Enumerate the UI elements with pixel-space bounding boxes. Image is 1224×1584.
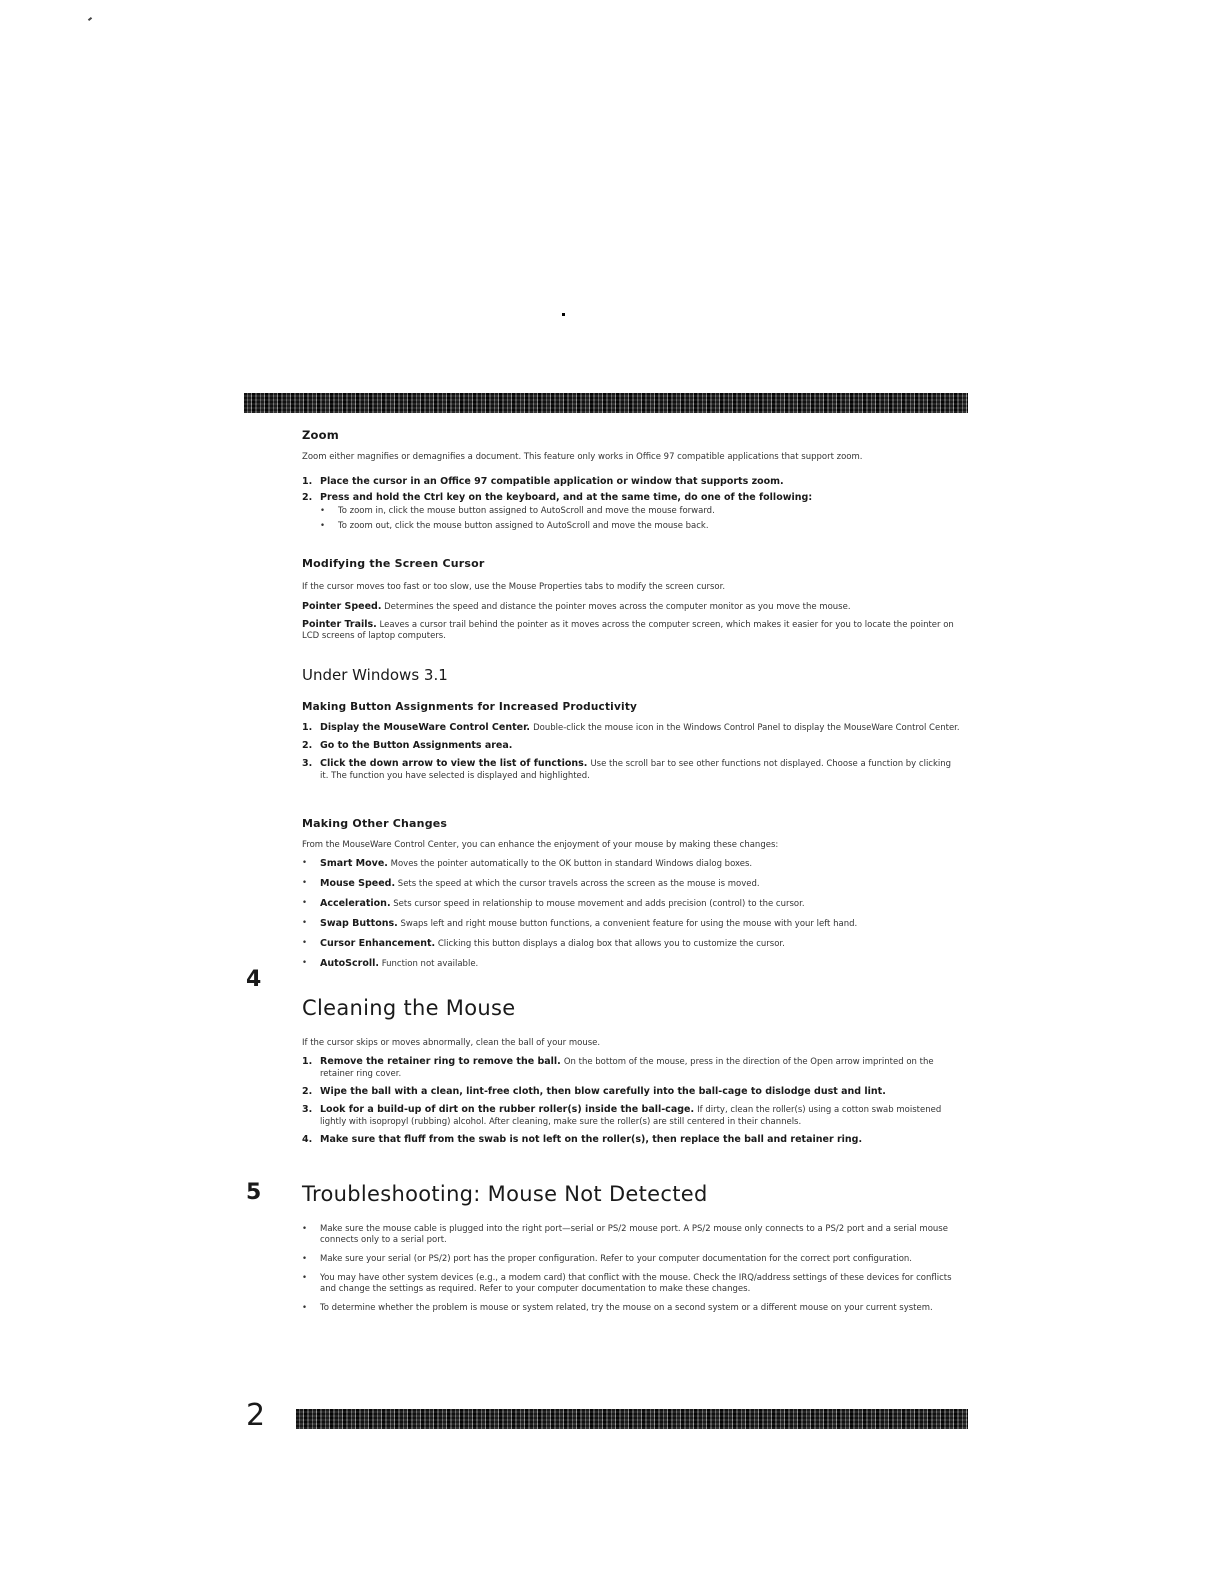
list-item: • Smart Move. Moves the pointer automatically to the OK button in standard Windows dialog boxes. [302, 858, 753, 869]
zoom-step: 1. Place the cursor in an Office 97 compatible application or window that supports zoom. [302, 476, 784, 487]
cursor-heading: Modifying the Screen Cursor [302, 557, 485, 570]
list-item: • AutoScroll. Function not available. [302, 958, 479, 969]
zoom-intro: Zoom either magnifies or demagnifies a document. This feature only works in Office 97 compatible applications that support zoom. [302, 452, 863, 462]
scan-speck [88, 17, 92, 21]
pointer-speed: Pointer Speed. Determines the speed and distance the pointer moves across the computer monitor as you move the mouse. [302, 601, 851, 612]
cleaning-steps [302, 1056, 964, 1146]
other-changes-list [302, 858, 962, 970]
bullet-icon: • [302, 1303, 308, 1313]
bullet-icon: • [302, 1254, 308, 1264]
bullet-icon: • [302, 918, 308, 928]
bullet-icon: • [302, 958, 308, 968]
list-item: • You may have other system devices (e.g., a modem card) that conflict with the mouse. Check the IRQ/address settings of these devices for conflicts and change the settings as required. Refer to your computer documentation to make these changes. [302, 1273, 952, 1294]
cleaning-step: 2. Wipe the ball with a clean, lint-free cloth, then blow carefully into the ball-cage to dislodge dust and lint. [302, 1086, 886, 1097]
cleaning-step: 3. Look for a build-up of dirt on the rubber roller(s) inside the ball-cage. If dirty, clean the roller(s) using a cotton swab moistened lightly with isopropyl (rubbing) alcohol. After cleaning, make sure the roller(s) are still centered in their channels. [302, 1104, 942, 1127]
button-step: 1. Display the MouseWare Control Center. Double-click the mouse icon in the Windows Control Panel to display the MouseWare Control Center. [302, 722, 960, 733]
bullet-icon: • [302, 898, 308, 908]
troubleshooting-list [302, 1224, 964, 1314]
chapter-number-troubleshooting: 5 [246, 1180, 262, 1205]
list-item: • Make sure your serial (or PS/2) port has the proper configuration. Refer to your computer documentation for the correct port configuration. [302, 1254, 912, 1264]
page-number: 2 [246, 1398, 266, 1433]
bullet-icon: • [302, 858, 308, 868]
zoom-steps [302, 476, 962, 532]
list-item: • Cursor Enhancement. Clicking this button displays a dialog box that allows you to customize the cursor. [302, 938, 785, 949]
scan-speck [562, 313, 565, 316]
cursor-intro: If the cursor moves too fast or too slow, use the Mouse Properties tabs to modify the screen cursor. [302, 582, 726, 592]
zoom-step: 2. Press and hold the Ctrl key on the keyboard, and at the same time, do one of the following: [302, 492, 813, 503]
list-item: • Mouse Speed. Sets the speed at which the cursor travels across the screen as the mouse is moved. [302, 878, 760, 889]
bullet-icon: • [320, 521, 326, 531]
bullet-icon: • [302, 1273, 308, 1283]
other-changes-heading: Making Other Changes [302, 817, 448, 830]
list-item: • Acceleration. Sets cursor speed in relationship to mouse movement and adds precision (control) to the cursor. [302, 898, 805, 909]
button-step: 2. Go to the Button Assignments area. [302, 740, 513, 751]
bullet-icon: • [320, 506, 326, 516]
bullet-icon: • [302, 878, 308, 888]
list-item: • Swap Buttons. Swaps left and right mouse button functions, a convenient feature for using the mouse with your left hand. [302, 918, 858, 929]
bullet-icon: • [302, 1224, 308, 1234]
other-changes-intro: From the MouseWare Control Center, you can enhance the enjoyment of your mouse by making these changes: [302, 840, 779, 850]
chapter-number-cleaning: 4 [246, 967, 262, 992]
list-item: • To determine whether the problem is mouse or system related, try the mouse on a second system or a different mouse on your current system. [302, 1303, 933, 1313]
button-assignments-steps [302, 722, 962, 782]
cleaning-intro: If the cursor skips or moves abnormally, clean the ball of your mouse. [302, 1038, 601, 1048]
button-assignments-heading: Making Button Assignments for Increased Productivity [302, 701, 638, 713]
cleaning-step: 1. Remove the retainer ring to remove the ball. On the bottom of the mouse, press in the direction of the Open arrow imprinted on the retainer ring cover. [302, 1056, 934, 1079]
zoom-bullet: • To zoom in, click the mouse button assigned to AutoScroll and move the mouse forward. [320, 506, 715, 516]
pointer-trails: Pointer Trails. Leaves a cursor trail behind the pointer as it moves across the computer screen, which makes it easier for you to locate the pointer on LCD screens of laptop computers. [302, 619, 954, 641]
list-item: • Make sure the mouse cable is plugged into the right port—serial or PS/2 mouse port. A PS/2 mouse only connects to a PS/2 port and a serial mouse connects only to a serial port. [302, 1224, 948, 1245]
windows-31-heading: Under Windows 3.1 [302, 666, 448, 684]
header-bar [244, 393, 968, 413]
cleaning-step: 4. Make sure that fluff from the swab is not left on the roller(s), then replace the ball and retainer ring. [302, 1134, 863, 1145]
bullet-icon: • [302, 938, 308, 948]
button-step: 3. Click the down arrow to view the list of functions. Use the scroll bar to see other functions not displayed. Choose a function by clicking it. The function you have selected is displayed and highlighted. [302, 758, 952, 781]
troubleshooting-title: Troubleshooting: Mouse Not Detected [302, 1182, 708, 1206]
cleaning-title: Cleaning the Mouse [302, 996, 516, 1020]
zoom-heading: Zoom [302, 428, 339, 442]
footer-bar [296, 1409, 968, 1429]
zoom-bullet: • To zoom out, click the mouse button assigned to AutoScroll and move the mouse back. [320, 521, 709, 531]
